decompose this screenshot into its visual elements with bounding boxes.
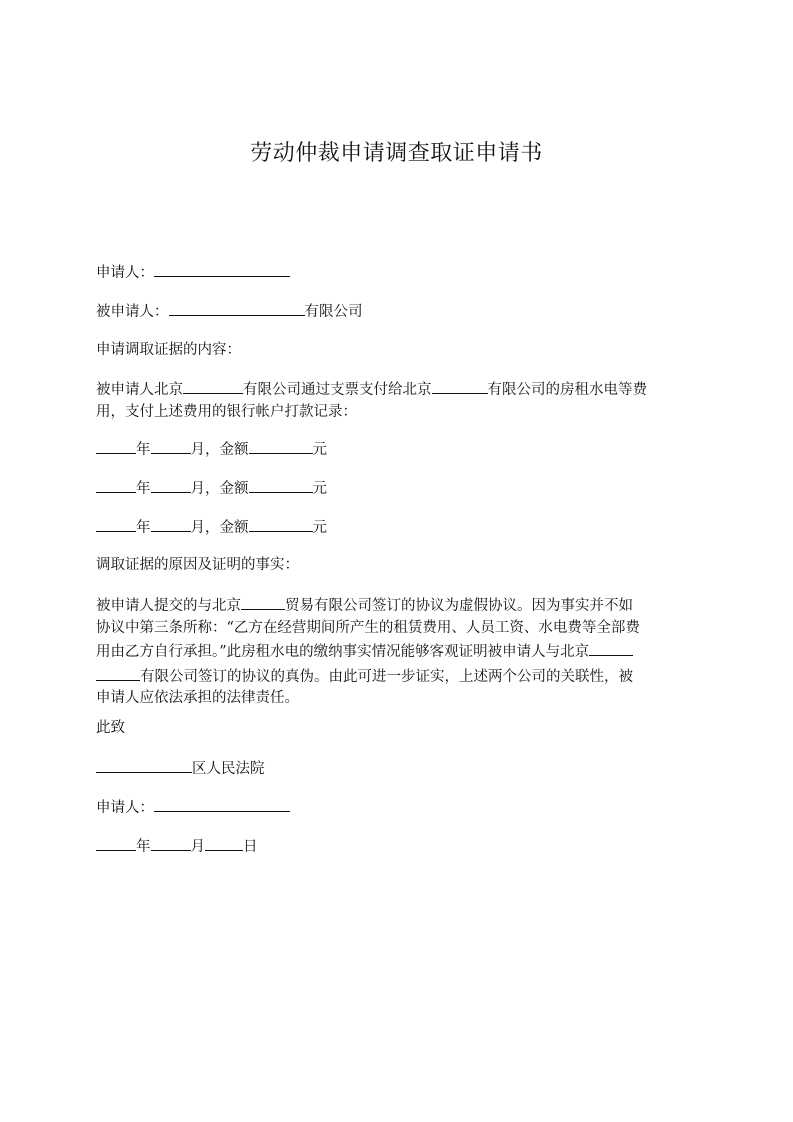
- reason-paragraph: [96, 593, 696, 710]
- reason-text-b: 贸易有限公司签订的协议为虚假协议。因为事实并不如: [285, 598, 633, 614]
- company-blank-1: [183, 377, 243, 394]
- year-label: 年: [136, 442, 151, 458]
- content-text-c: 有限公司的房租水电等费: [487, 382, 647, 398]
- court-suffix: 区人民法院: [192, 761, 265, 777]
- signature-line: [96, 795, 290, 819]
- applicant-blank: [154, 260, 290, 277]
- payment-record-2: [96, 476, 327, 500]
- payment-record-1: [96, 437, 327, 461]
- yuan-label: 元: [312, 442, 327, 458]
- month-blank: [151, 515, 191, 532]
- month-amount-label: 月，金额: [190, 481, 249, 497]
- applicant-line: [96, 260, 290, 284]
- court-blank: [96, 756, 192, 773]
- respondent-label: 被申请人：: [96, 304, 169, 320]
- month-amount-label: 月，金额: [190, 520, 249, 536]
- company-blank-2: [432, 377, 488, 394]
- reason-line-1: [96, 593, 696, 618]
- date-month-label: 月: [190, 839, 205, 855]
- content-text-a: 被申请人北京: [96, 382, 183, 398]
- respondent-line: [96, 299, 363, 323]
- signature-blank: [154, 795, 290, 812]
- date-day-label: 日: [243, 839, 258, 855]
- signature-label: 申请人：: [96, 800, 154, 816]
- reason-line-2: 协议中第三条所称：“乙方在经营期间所产生的租赁费用、人员工资、水电费等全部费: [96, 619, 640, 636]
- trade-company-blank: [241, 593, 285, 610]
- closing: 此致: [96, 720, 125, 736]
- content-line-1: [96, 377, 696, 402]
- date-line: [96, 834, 258, 858]
- date-year-label: 年: [136, 839, 151, 855]
- month-blank: [151, 476, 191, 493]
- respondent-suffix: 有限公司: [304, 304, 363, 320]
- year-label: 年: [136, 481, 151, 497]
- date-month-blank: [151, 834, 191, 851]
- year-blank: [96, 437, 136, 454]
- company-blank-3a: [589, 639, 633, 656]
- content-heading: 申请调取证据的内容：: [96, 342, 241, 358]
- content-paragraph: [96, 377, 696, 423]
- reason-heading: 调取证据的原因及证明的事实：: [96, 557, 299, 573]
- reason-text-d: 有限公司签订的协议的真伪。由此可进一步证实，上述两个公司的关联性，被: [140, 668, 633, 685]
- reason-text-c: 用由乙方自行承担。”此房租水电的缴纳事实情况能够客观证明被申请人与北京: [96, 644, 590, 660]
- company-blank-3b: [96, 664, 140, 681]
- year-blank: [96, 515, 136, 532]
- content-line-2: 用，支付上述费用的银行帐户打款记录：: [96, 403, 357, 420]
- court-line: [96, 756, 265, 780]
- month-amount-label: 月，金额: [190, 442, 249, 458]
- applicant-label: 申请人：: [96, 265, 154, 281]
- year-label: 年: [136, 520, 151, 536]
- respondent-blank: [169, 299, 305, 316]
- payment-record-3: [96, 515, 327, 539]
- reason-line-3: [96, 639, 696, 664]
- yuan-label: 元: [312, 520, 327, 536]
- document-title: 劳动仲裁申请调查取证申请书: [250, 141, 543, 166]
- content-text-b: 有限公司通过支票支付给北京: [243, 382, 432, 398]
- reason-line-5: 申请人应依法承担的法律责任。: [96, 690, 299, 706]
- month-blank: [151, 437, 191, 454]
- yuan-label: 元: [312, 481, 327, 497]
- reason-text-a: 被申请人提交的与北京: [96, 598, 241, 614]
- date-day-blank: [205, 834, 243, 851]
- date-year-blank: [96, 834, 136, 851]
- amount-blank: [249, 476, 313, 493]
- reason-line-4: [96, 664, 696, 689]
- year-blank: [96, 476, 136, 493]
- amount-blank: [249, 515, 313, 532]
- amount-blank: [249, 437, 313, 454]
